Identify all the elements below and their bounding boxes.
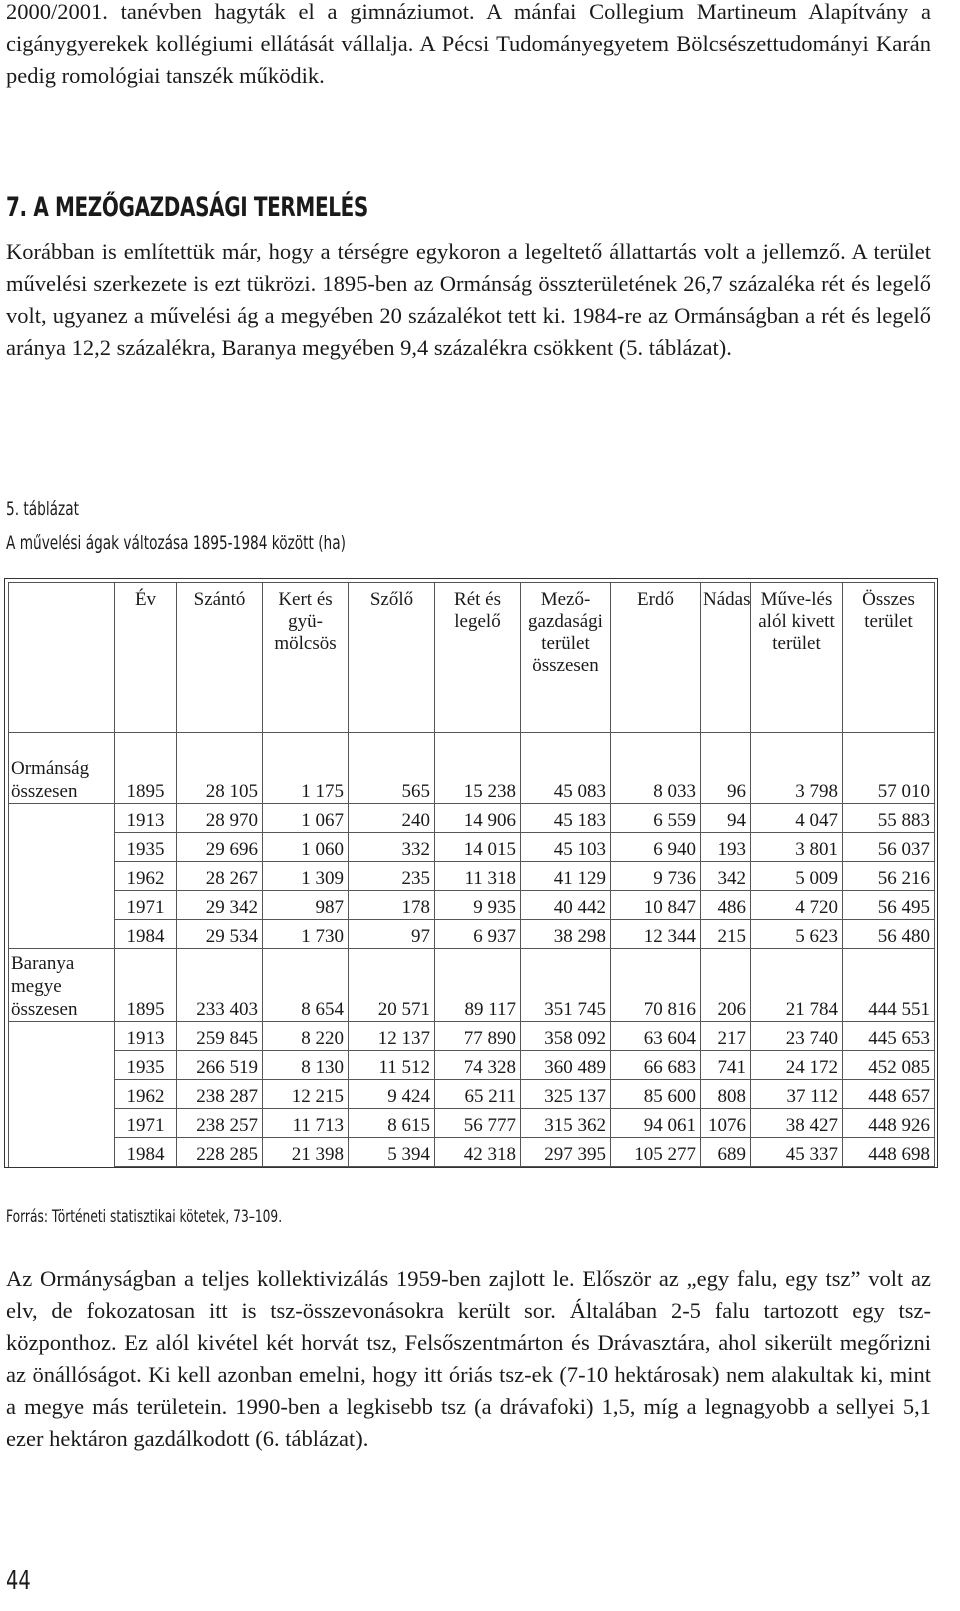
table-cell: 41 129: [521, 862, 611, 891]
intro-paragraph: 2000/2001. tanévben hagyták el a gimnáziumot. A mánfai Collegium Martineum Alapítvány a cigánygyerekek kollégiumi ellátását vállalja. A Pécsi Tudományegyetem Bölcsészettudományi Karán pedig romológiai tanszék működik.: [6, 0, 931, 88]
table-cell: 8 220: [263, 1022, 349, 1051]
table-cell: 28 267: [177, 862, 263, 891]
table-title: A művelési ágak változása 1895-1984 között (ha): [6, 532, 346, 554]
table-cell: 56 480: [843, 920, 935, 949]
table-header-cell: Szántó: [177, 583, 263, 733]
group-label-spacer: [9, 920, 115, 949]
table-cell: 56 037: [843, 833, 935, 862]
table-cell: 21 398: [263, 1138, 349, 1167]
year-cell: 1984: [115, 1138, 177, 1167]
table-cell: 1 175: [263, 733, 349, 804]
table-cell: 37 112: [751, 1080, 843, 1109]
table-cell: 342: [701, 862, 751, 891]
table-header-cell: Rét és legelő: [435, 583, 521, 733]
table-cell: 233 403: [177, 949, 263, 1022]
table-cell: 97: [349, 920, 435, 949]
table-cell: 5 394: [349, 1138, 435, 1167]
table-cell: 8 654: [263, 949, 349, 1022]
table-cell: 6 559: [611, 804, 701, 833]
table-cell: 4 047: [751, 804, 843, 833]
year-cell: 1984: [115, 920, 177, 949]
table-cell: 1 067: [263, 804, 349, 833]
table-header-cell: Összes terület: [843, 583, 935, 733]
table-cell: 21 784: [751, 949, 843, 1022]
table-cell: 325 137: [521, 1080, 611, 1109]
page-number: 44: [6, 1566, 31, 1596]
table-cell: 85 600: [611, 1080, 701, 1109]
table-cell: 89 117: [435, 949, 521, 1022]
table-cell: 23 740: [751, 1022, 843, 1051]
table-header-cell: Mező-gazdasági terület összesen: [521, 583, 611, 733]
table-cell: 45 103: [521, 833, 611, 862]
table-cell: 42 318: [435, 1138, 521, 1167]
table-cell: 66 683: [611, 1051, 701, 1080]
year-cell: 1971: [115, 1109, 177, 1138]
table-cell: 452 085: [843, 1051, 935, 1080]
table-row: [9, 862, 935, 891]
table-cell: 11 318: [435, 862, 521, 891]
table-cell: 105 277: [611, 1138, 701, 1167]
table-header-cell: Nádas: [701, 583, 751, 733]
table-cell: 1 060: [263, 833, 349, 862]
table-cell: 445 653: [843, 1022, 935, 1051]
table-cell: 9 424: [349, 1080, 435, 1109]
table-row: [9, 1109, 935, 1138]
table-cell: 332: [349, 833, 435, 862]
table-header-cell: Év: [115, 583, 177, 733]
table-cell: 29 696: [177, 833, 263, 862]
table-cell: 206: [701, 949, 751, 1022]
data-table: [8, 582, 935, 1167]
year-cell: 1971: [115, 891, 177, 920]
table-cell: 297 395: [521, 1138, 611, 1167]
table-cell: 29 534: [177, 920, 263, 949]
table-cell: 1076: [701, 1109, 751, 1138]
table-cell: 38 427: [751, 1109, 843, 1138]
table-cell: 56 777: [435, 1109, 521, 1138]
year-cell: 1895: [115, 949, 177, 1022]
table-cell: 65 211: [435, 1080, 521, 1109]
table-cell: 45 337: [751, 1138, 843, 1167]
table-cell: 38 298: [521, 920, 611, 949]
table-cell: 20 571: [349, 949, 435, 1022]
table-cell: 40 442: [521, 891, 611, 920]
table-cell: 238 287: [177, 1080, 263, 1109]
table-cell: 57 010: [843, 733, 935, 804]
table-header-row: [9, 583, 935, 733]
year-cell: 1935: [115, 1051, 177, 1080]
table-cell: 14 906: [435, 804, 521, 833]
table-cell: 56 216: [843, 862, 935, 891]
table-cell: 8 033: [611, 733, 701, 804]
year-cell: 1962: [115, 1080, 177, 1109]
year-cell: 1895: [115, 733, 177, 804]
table-cell: 11 512: [349, 1051, 435, 1080]
table-cell: 14 015: [435, 833, 521, 862]
table-cell: 63 604: [611, 1022, 701, 1051]
table-cell: 178: [349, 891, 435, 920]
table-cell: 351 745: [521, 949, 611, 1022]
table-header-cell: [9, 583, 115, 733]
table-cell: 45 083: [521, 733, 611, 804]
table-cell: 5 009: [751, 862, 843, 891]
table-cell: 28 970: [177, 804, 263, 833]
table-cell: 565: [349, 733, 435, 804]
table-cell: 1 309: [263, 862, 349, 891]
table-cell: 228 285: [177, 1138, 263, 1167]
table-row: [9, 733, 935, 804]
table-cell: 217: [701, 1022, 751, 1051]
table-cell: 360 489: [521, 1051, 611, 1080]
table-cell: 448 926: [843, 1109, 935, 1138]
table-cell: 77 890: [435, 1022, 521, 1051]
table-row: [9, 1022, 935, 1051]
table-cell: 12 344: [611, 920, 701, 949]
table-header-cell: Kert és gyü-mölcsös: [263, 583, 349, 733]
group-label: Baranya megye összesen: [9, 949, 115, 1022]
table-cell: 193: [701, 833, 751, 862]
table-cell: 240: [349, 804, 435, 833]
group-label-spacer: [9, 1080, 115, 1109]
year-cell: 1935: [115, 833, 177, 862]
group-label: Ormánság összesen: [9, 733, 115, 804]
table-cell: 6 940: [611, 833, 701, 862]
table-cell: 55 883: [843, 804, 935, 833]
table-cell: 3 798: [751, 733, 843, 804]
table-cell: 448 657: [843, 1080, 935, 1109]
table-row: [9, 1138, 935, 1167]
table-cell: 70 816: [611, 949, 701, 1022]
table-cell: 45 183: [521, 804, 611, 833]
table-row: [9, 891, 935, 920]
table-cell: 6 937: [435, 920, 521, 949]
table-cell: 266 519: [177, 1051, 263, 1080]
table-cell: 448 698: [843, 1138, 935, 1167]
table-row: [9, 1080, 935, 1109]
table-cell: 15 238: [435, 733, 521, 804]
table-row: [9, 949, 935, 1022]
table-cell: 56 495: [843, 891, 935, 920]
group-label-spacer: [9, 862, 115, 891]
table-cell: 3 801: [751, 833, 843, 862]
year-cell: 1913: [115, 1022, 177, 1051]
table-cell: 808: [701, 1080, 751, 1109]
table-cell: 8 130: [263, 1051, 349, 1080]
table-cell: 235: [349, 862, 435, 891]
table-cell: 444 551: [843, 949, 935, 1022]
table-header-cell: Erdő: [611, 583, 701, 733]
table-number: 5. táblázat: [6, 498, 79, 520]
table-cell: 358 092: [521, 1022, 611, 1051]
table-cell: 5 623: [751, 920, 843, 949]
table-cell: 94: [701, 804, 751, 833]
table-cell: 9 935: [435, 891, 521, 920]
group-label-spacer: [9, 1022, 115, 1051]
group-label-spacer: [9, 1051, 115, 1080]
body-paragraph-1: Korábban is említettük már, hogy a térségre egykoron a legeltető állattartás volt a jellemző. A terület művelési szerkezete is ezt tükrözi. 1895-ben az Ormánság összterületének 26,7 százaléka rét és legelő volt, ugyanez a művelési ág a megyében 20 százalékot tett ki. 1984-re az Ormánságban a rét és legelő aránya 12,2 százalékra, Baranya megyében 9,4 százalékra csökkent (5. táblázat).: [6, 239, 931, 360]
section-heading: 7. A MEZŐGAZDASÁGI TERMELÉS: [6, 192, 368, 223]
table-cell: 12 137: [349, 1022, 435, 1051]
table-row: [9, 1051, 935, 1080]
table-row: [9, 833, 935, 862]
group-label-spacer: [9, 1109, 115, 1138]
source-note: Forrás: Történeti statisztikai kötetek, 73–109.: [6, 1207, 283, 1227]
table-cell: 486: [701, 891, 751, 920]
year-cell: 1962: [115, 862, 177, 891]
group-label-spacer: [9, 804, 115, 833]
table-cell: 741: [701, 1051, 751, 1080]
table-cell: 94 061: [611, 1109, 701, 1138]
table-cell: 9 736: [611, 862, 701, 891]
table-cell: 689: [701, 1138, 751, 1167]
table-cell: 215: [701, 920, 751, 949]
table-row: [9, 804, 935, 833]
table-cell: 28 105: [177, 733, 263, 804]
table-cell: 11 713: [263, 1109, 349, 1138]
group-label-spacer: [9, 891, 115, 920]
table-header-cell: Műve-lés alól kivett terület: [751, 583, 843, 733]
group-label-spacer: [9, 1138, 115, 1167]
table-row: [9, 920, 935, 949]
body-paragraph-2: Az Ormányságban a teljes kollektivizálás 1959-ben zajlott le. Először az „egy falu, egy tsz” volt az elv, de fokozatosan itt is tsz-összevonásokra került sor. Általában 2-5 falu tartozott egy tsz-központhoz. Ez alól kivétel két horvát tsz, Felsőszentmárton és Drávasztára, ahol sikerült megőrizni az önállóságot. Ki kell azonban emelni, hogy itt óriás tsz-ek (7-10 hektárosak) nem alakultak ki, mint a megye más területein. 1990-ben a legkisebb tsz (a drávafoki) 1,5, míg a legnagyobb a sellyei 5,1 ezer hektáron gazdálkodott (6. táblázat).: [6, 1266, 931, 1451]
table-cell: 987: [263, 891, 349, 920]
table-cell: 29 342: [177, 891, 263, 920]
table-cell: 8 615: [349, 1109, 435, 1138]
table-cell: 96: [701, 733, 751, 804]
table-cell: 24 172: [751, 1051, 843, 1080]
table-cell: 238 257: [177, 1109, 263, 1138]
group-label-spacer: [9, 833, 115, 862]
table-body: [9, 733, 935, 1167]
table-cell: 315 362: [521, 1109, 611, 1138]
table-cell: 74 328: [435, 1051, 521, 1080]
table-header-cell: Szőlő: [349, 583, 435, 733]
table-cell: 259 845: [177, 1022, 263, 1051]
table-cell: 4 720: [751, 891, 843, 920]
table-cell: 12 215: [263, 1080, 349, 1109]
table-cell: 10 847: [611, 891, 701, 920]
table-cell: 1 730: [263, 920, 349, 949]
year-cell: 1913: [115, 804, 177, 833]
